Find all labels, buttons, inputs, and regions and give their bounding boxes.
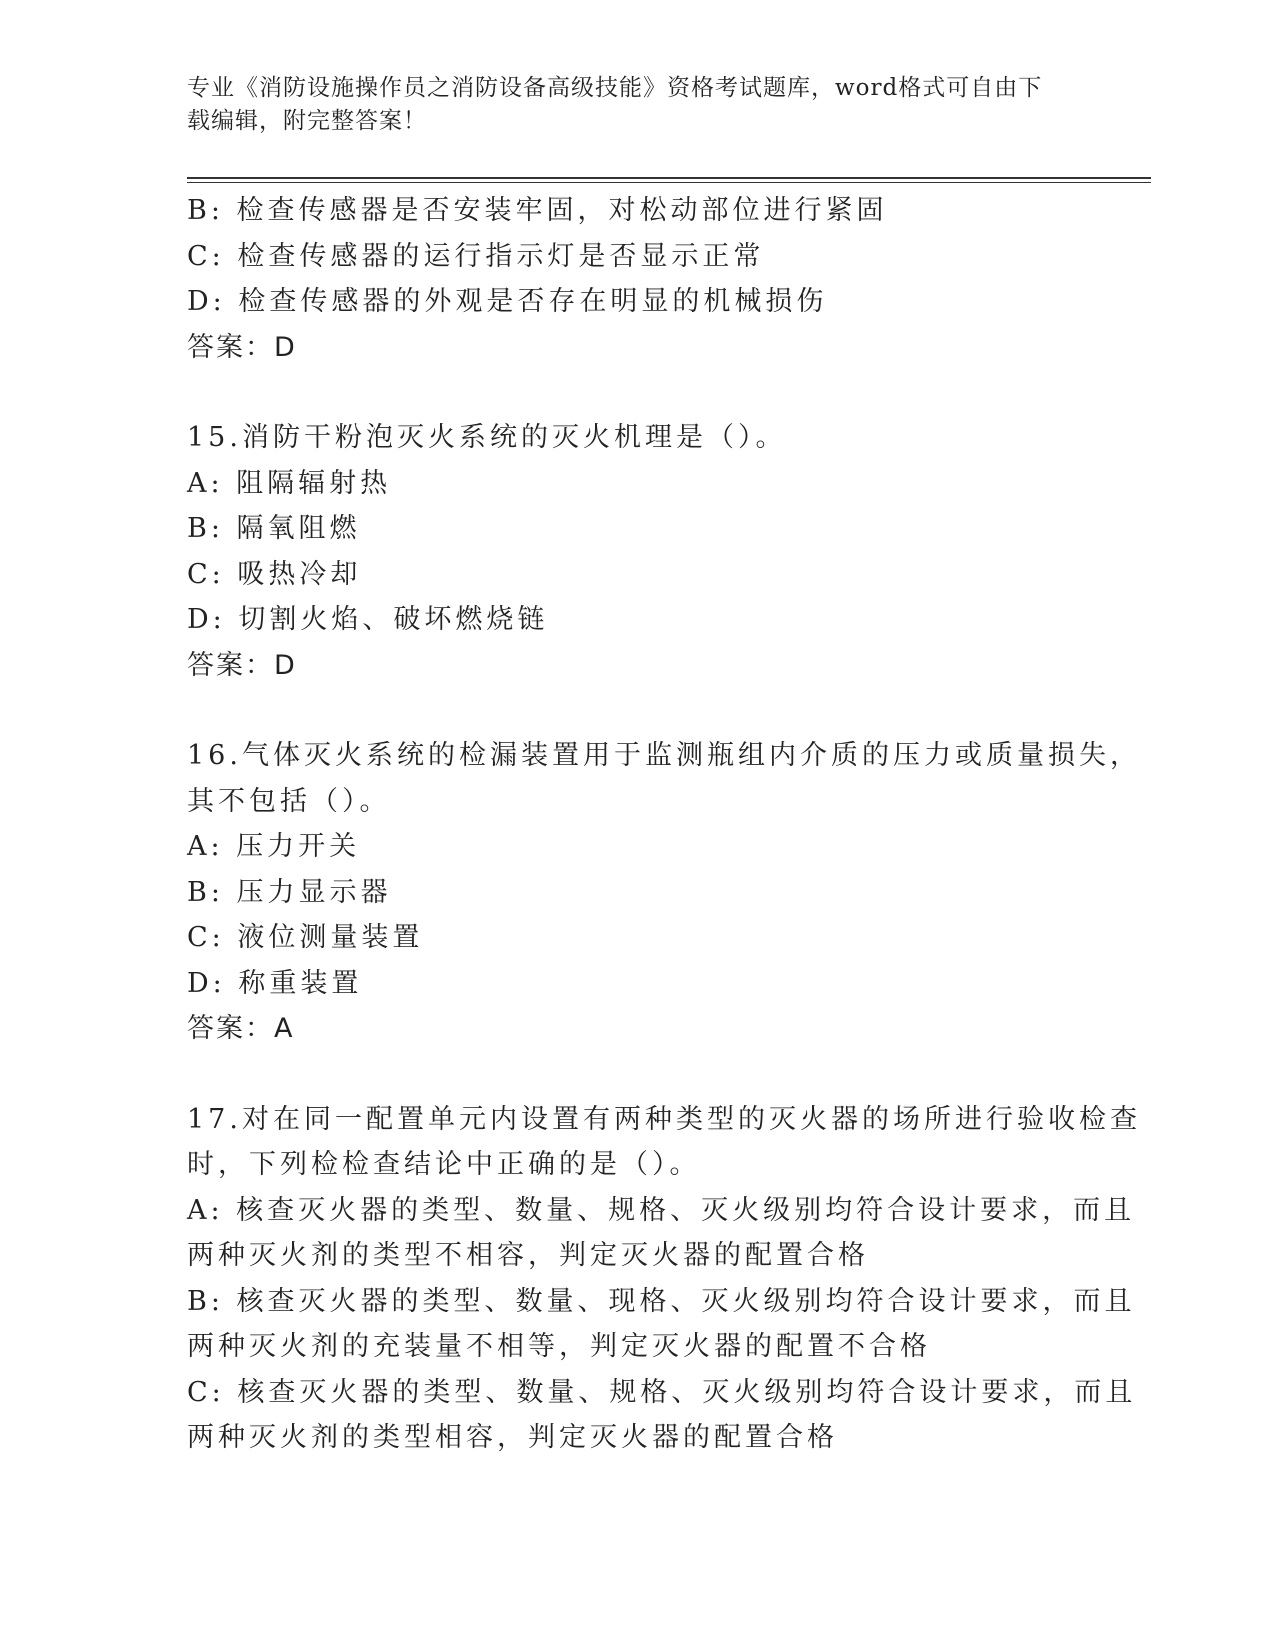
question-stem-line-2: 其不包括（）。 (187, 785, 391, 817)
question-17 (187, 1097, 1141, 1461)
option-a: A: 压力开关 (187, 831, 361, 862)
option-a-line-1: A: 核查灭火器的类型、数量、规格、灭火级别均符合设计要求，而且 (187, 1194, 1136, 1226)
spacer (187, 688, 1087, 733)
option-d: D: 切割火焰、破坏燃烧链 (187, 604, 549, 635)
option-b-line-1: B: 核查灭火器的类型、数量、现格、灭火级别均符合设计要求，而且 (187, 1285, 1136, 1317)
option-c: C: 吸热冷却 (187, 558, 362, 590)
question-14 (187, 188, 1087, 370)
question-stem-line-1: 16.气体灭火系统的检漏装置用于监测瓶组内介质的压力或质量损失， (187, 740, 1141, 771)
option-a-line-2: 两种灭火剂的类型不相容，判定灭火器的配置合格 (187, 1240, 869, 1271)
option-b: B: 检查传感器是否安装牢固，对松动部位进行紧固 (187, 195, 888, 226)
header-divider-thin (187, 182, 1151, 183)
option-b-line-2: 两种灭火剂的充装量不相等，判定灭火器的配置不合格 (187, 1331, 931, 1362)
option-c: C: 检查传感器的运行指示灯是否显示正常 (187, 240, 765, 272)
option-c-line-2: 两种灭火剂的类型相容，判定灭火器的配置合格 (187, 1422, 838, 1453)
question-15 (187, 415, 1087, 688)
question-list (187, 188, 1141, 1461)
option-c: C: 液位测量装置 (187, 922, 424, 953)
answer-label: 答案：D (187, 649, 297, 681)
option-a: A: 阻隔辐射热 (187, 467, 392, 499)
question-stem: 15.消防干粉泡灭火系统的灭火机理是（）。 (187, 422, 787, 453)
option-d: D: 检查传感器的外观是否存在明显的机械损伤 (187, 286, 828, 317)
answer-label: 答案：A (187, 1013, 295, 1044)
document-header (187, 72, 1087, 138)
header-divider-thick (187, 177, 1151, 179)
option-b: B: 压力显示器 (187, 876, 392, 908)
option-d: D: 称重装置 (187, 967, 363, 999)
spacer (187, 370, 1087, 415)
answer-label: 答案：D (187, 331, 297, 363)
header-line-1: 专业《消防设施操作员之消防设备高级技能》资格考试题库，word格式可自由下 (187, 75, 1043, 101)
question-stem-line-2: 时，下列检检查结论中正确的是（）。 (187, 1149, 701, 1180)
option-b: B: 隔氧阻燃 (187, 513, 361, 544)
option-c-line-1: C: 核查灭火器的类型、数量、规格、灭火级别均符合设计要求，而且 (187, 1376, 1137, 1408)
header-line-2: 载编辑，附完整答案！ (187, 108, 427, 134)
question-16 (187, 733, 1141, 1052)
spacer (187, 1052, 1087, 1097)
question-stem-line-1: 17.对在同一配置单元内设置有两种类型的灭火器的场所进行验收检查 (187, 1103, 1141, 1135)
